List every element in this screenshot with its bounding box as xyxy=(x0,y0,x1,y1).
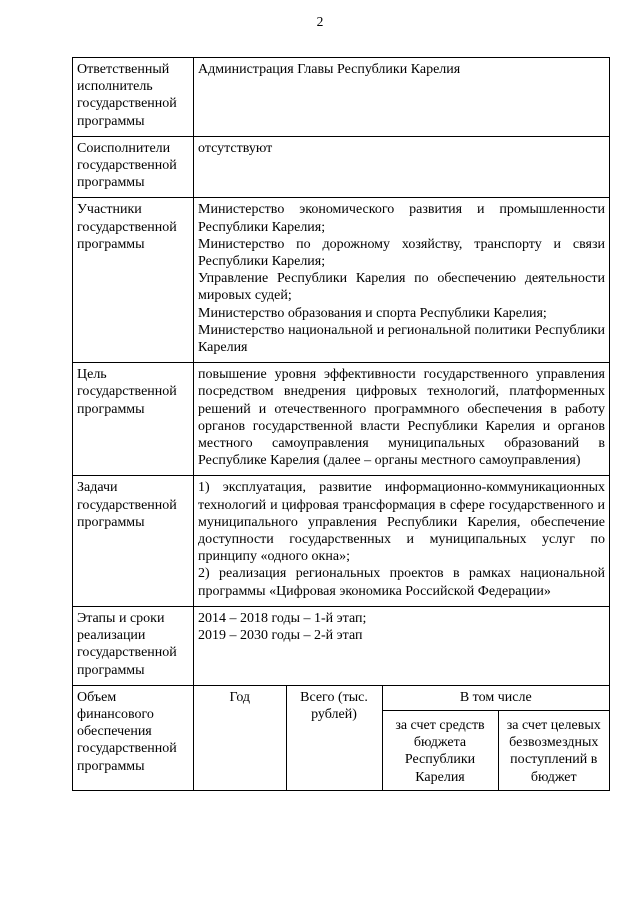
row-content xyxy=(194,606,610,685)
financing-cell xyxy=(194,685,610,790)
row-label: Участники государственной программы xyxy=(73,198,194,363)
row-label: Задачи государственной программы xyxy=(73,476,194,606)
paragraph: 1) эксплуатация, развитие информационно-коммуникационных технологий и цифровая трансформация в сфере государственного и муниципального управления Республики Карелия, обеспечение доступности государственных и муниципальных услуг по принципу «одного окна»; xyxy=(198,480,605,565)
row-financing xyxy=(73,685,610,790)
col-header-year: Год xyxy=(194,686,286,790)
row-content xyxy=(194,476,610,606)
row-label: Объем финансового обеспечения государственной программы xyxy=(73,685,194,790)
row-label: Соисполнители государственной программы xyxy=(73,136,194,198)
row-goal xyxy=(73,363,610,476)
paragraph: Министерство экономического развития и промышленности Республики Карелия; xyxy=(198,202,605,235)
page-number: 2 xyxy=(316,14,324,29)
paragraph: 2014 – 2018 годы – 1-й этап; xyxy=(198,610,367,626)
paragraph: отсутствуют xyxy=(198,140,273,156)
row-label: Цель государственной программы xyxy=(73,363,194,476)
paragraph: Управление Республики Карелия по обеспечению деятельности мировых судей; xyxy=(198,271,605,304)
paragraph: Министерство по дорожному хозяйству, транспорту и связи Республики Карелия; xyxy=(198,236,605,270)
row-participants xyxy=(73,198,610,363)
row-tasks xyxy=(73,476,610,606)
paragraph: Министерство национальной и региональной политики Республики Карелия xyxy=(198,322,605,356)
row-label: Ответственный исполнитель государственной программы xyxy=(73,58,194,137)
row-responsible-executor xyxy=(73,58,610,137)
passport-table xyxy=(72,57,610,791)
row-content xyxy=(194,58,610,137)
col-header-including: В том числе xyxy=(382,686,609,711)
financing-table xyxy=(194,686,609,790)
col-header-budget: за счет средств бюджета Республики Карелия xyxy=(382,710,498,789)
paragraph: повышение уровня эффективности государственного управления посредством внедрения цифровых технологий, платформенных решений и отечественного программного обеспечения в работу органов государственной власти Республики Карелия и органов местного самоуправления муниципальных образований в Республике Карелия (далее – органы местного самоуправления) xyxy=(198,367,605,469)
row-content xyxy=(194,136,610,198)
row-content xyxy=(194,363,610,476)
col-header-grants: за счет целевых безвозмездных поступлений в бюджет xyxy=(498,710,609,789)
row-content xyxy=(194,198,610,363)
row-co-executors xyxy=(73,136,610,198)
row-stages xyxy=(73,606,610,685)
paragraph: 2) реализация региональных проектов в рамках национальной программы «Цифровая экономика Российской Федерации» xyxy=(198,566,605,599)
row-label: Этапы и сроки реализации государственной программы xyxy=(73,606,194,685)
paragraph: 2019 – 2030 годы – 2-й этап xyxy=(198,628,363,644)
paragraph: Министерство образования и спорта Республики Карелия; xyxy=(198,305,547,321)
paragraph: Администрация Главы Республики Карелия xyxy=(198,62,461,77)
col-header-total: Всего (тыс. рублей) xyxy=(286,686,382,790)
